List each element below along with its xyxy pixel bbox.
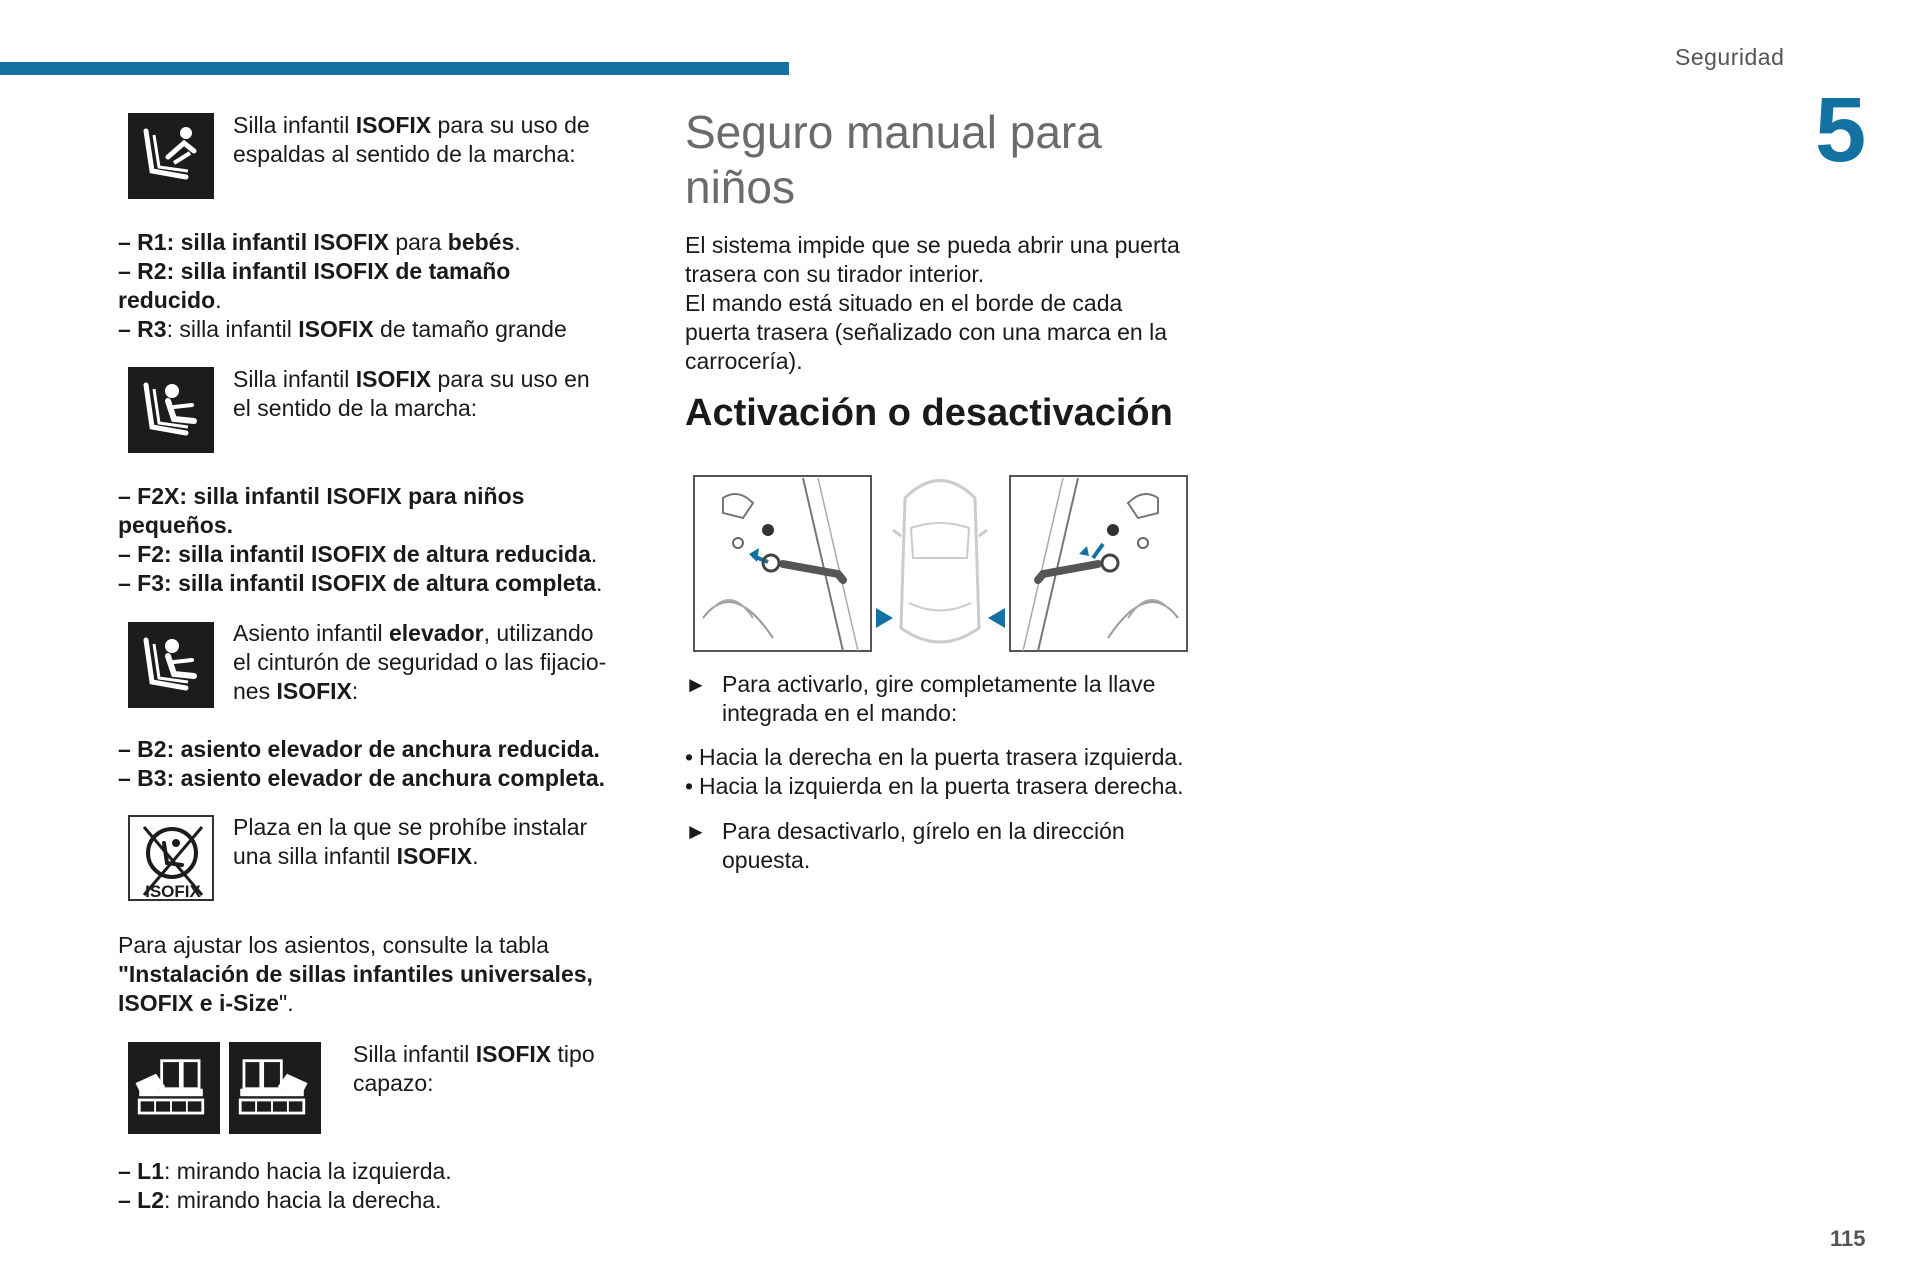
activate-instruction: ► Para activarlo, gire completamente la llave integrada en el mando: bbox=[685, 671, 1156, 726]
section-heading: Seguro manual para niños bbox=[685, 106, 1102, 213]
list-item: – B2: asiento elevador de anchura reducida. bbox=[118, 736, 600, 762]
right-pointer-icon bbox=[876, 608, 893, 628]
r-category-list bbox=[118, 228, 638, 344]
rear-facing-seat-icon bbox=[128, 113, 214, 199]
carrycot-text: Silla infantil ISOFIX tipo capazo: bbox=[353, 1041, 595, 1096]
f-category-list bbox=[118, 482, 678, 598]
deactivate-instruction: ► Para desactivarlo, gírelo en la dirección opuesta. bbox=[685, 818, 1125, 873]
list-item: – L1: mirando hacia la izquierda. bbox=[118, 1158, 452, 1184]
child-lock-diagram bbox=[693, 468, 1188, 653]
play-arrow-icon: ► bbox=[685, 819, 707, 844]
list-item: – F3: silla infantil ISOFIX de altura completa. bbox=[118, 570, 603, 596]
rear-facing-text: Silla infantil ISOFIX para su uso de espaldas al sentido de la marcha: bbox=[233, 112, 590, 167]
list-item: – R2: silla infantil ISOFIX de tamaño bbox=[118, 258, 511, 284]
list-item: • Hacia la izquierda en la puerta trasera derecha. bbox=[685, 772, 1245, 801]
play-arrow-icon: ► bbox=[685, 672, 707, 697]
page-number: 115 bbox=[1830, 1226, 1866, 1251]
isofix-prohibited-icon bbox=[128, 815, 214, 901]
list-item: – B3: asiento elevador de anchura completa. bbox=[118, 765, 605, 791]
direction-list bbox=[685, 743, 1245, 801]
list-item: reducido. bbox=[118, 287, 222, 313]
intro-paragraph: El sistema impide que se pueda abrir una puerta trasera con su tirador interior. El mando está situado en el borde de cada puerta trasera (señalizado con una marca en la carrocería). bbox=[685, 232, 1180, 374]
carrycot-right-icon bbox=[229, 1042, 321, 1134]
header-accent-bar bbox=[0, 62, 789, 75]
list-item: – R1: silla infantil ISOFIX para bebés. bbox=[118, 229, 521, 255]
subsection-heading: Activación o desactivación bbox=[685, 392, 1173, 434]
l-category-list bbox=[118, 1157, 678, 1215]
booster-seat-icon bbox=[128, 622, 214, 708]
adjust-paragraph: Para ajustar los asientos, consulte la tabla "Instalación de sillas infantiles universales, ISOFIX e i-Size". bbox=[118, 932, 593, 1016]
left-pointer-icon bbox=[988, 608, 1005, 628]
isofix-icon-label: ISOFIX bbox=[145, 882, 201, 901]
section-title: Seguridad bbox=[1675, 44, 1785, 70]
chapter-number: 5 bbox=[1815, 79, 1867, 181]
list-item: – F2: silla infantil ISOFIX de altura reducida. bbox=[118, 541, 598, 567]
car-top-view bbox=[901, 481, 979, 643]
list-item: – F2X: silla infantil ISOFIX para niños bbox=[118, 483, 525, 509]
booster-text: Asiento infantil elevador, utilizando el cinturón de seguridad o las fijacio- nes ISOFIX: bbox=[233, 620, 607, 704]
list-item: pequeños. bbox=[118, 512, 234, 538]
carrycot-left-icon bbox=[128, 1042, 220, 1134]
b-category-list bbox=[118, 735, 678, 793]
list-item: • Hacia la derecha en la puerta trasera izquierda. bbox=[685, 743, 1245, 772]
list-item: – L2: mirando hacia la derecha. bbox=[118, 1187, 442, 1213]
prohibited-text: Plaza en la que se prohíbe instalar una silla infantil ISOFIX. bbox=[233, 814, 588, 869]
forward-facing-text: Silla infantil ISOFIX para su uso en el sentido de la marcha: bbox=[233, 366, 590, 421]
forward-facing-seat-icon bbox=[128, 367, 214, 453]
list-item: – R3: silla infantil ISOFIX de tamaño grande bbox=[118, 316, 567, 342]
